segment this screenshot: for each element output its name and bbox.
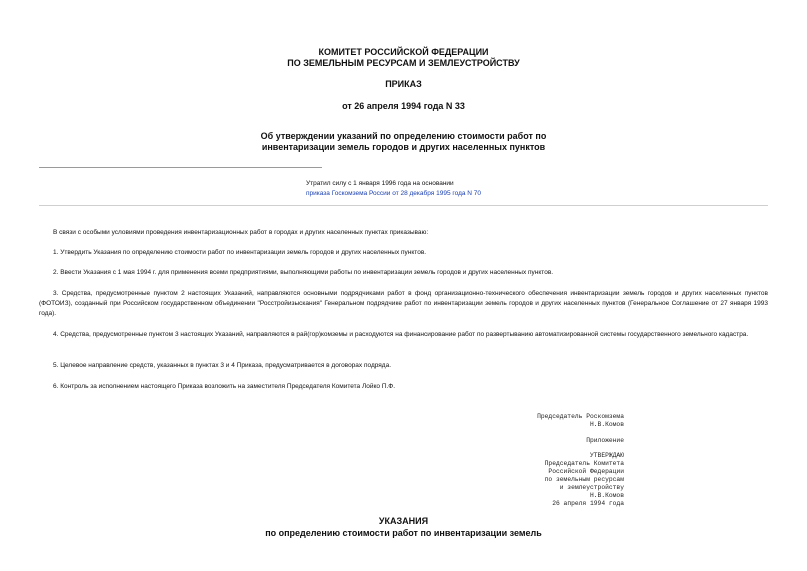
header-divider xyxy=(39,167,322,168)
status-note-link[interactable]: приказа Госкомзема России от 28 декабря 1995 года N 70 xyxy=(306,190,482,197)
approval-line-6: Н.В.Комов xyxy=(589,492,624,499)
approval-line-4: по земельным ресурсам xyxy=(544,476,624,483)
document-subject-line-2: инвентаризации земель городов и других населенных пунктов xyxy=(261,142,546,152)
note-divider xyxy=(39,205,768,206)
approval-line-7: 26 апреля 1994 года xyxy=(552,500,624,507)
paragraph-intro: В связи с особыми условиями проведения инвентаризационных работ в городах и других населенных пунктах приказываю: xyxy=(53,229,429,236)
paragraph-3: 3. Средства, предусмотренные пунктом 2 настоящих Указаний, направляются основными подрядчиками работ в фонд организационно-технического обеспечения инвентаризации земель городов и других населенных пунктов (ФОТОИЗ), созданный при Российском государственном объединении "Росстройизыскания" Генеральном подрядчике работ по инвентаризации земель городов и других населенных пунктов (Генеральное Соглашение от 27 января 1993 года). xyxy=(39,290,768,317)
instructions-title: УКАЗАНИЯ xyxy=(378,516,429,526)
document-subject-line-1: Об утверждении указаний по определению стоимости работ по xyxy=(260,131,547,141)
signature-name: Н.В.Комов xyxy=(589,421,624,428)
issuer-line-1: КОМИТЕТ РОССИЙСКОЙ ФЕДЕРАЦИИ xyxy=(318,47,489,57)
paragraph-4: 4. Средства, предусмотренные пунктом 3 настоящих Указаний, направляются в рай(гор)комземы и расходуются на финансирование работ по развертыванию автоматизированной системы государственного земельного кадастра. xyxy=(53,331,749,338)
approval-line-5: и землеустройству xyxy=(559,484,624,491)
instructions-subtitle: по определению стоимости работ по инвентаризации земель xyxy=(265,528,542,538)
approval-line-3: Российской Федерации xyxy=(548,468,624,475)
appendix-label: Приложение xyxy=(586,437,624,444)
paragraph-6: 6. Контроль за исполнением настоящего Приказа возложить на заместителя Председателя Комитета Лойко П.Ф. xyxy=(53,383,396,390)
paragraph-2: 2. Ввести Указания с 1 мая 1994 г. для применения всеми предприятиями, выполняющими работы по инвентаризации земель городов и других населенных пунктов. xyxy=(53,269,554,276)
approval-line-1: УТВЕРЖДАЮ xyxy=(589,452,624,459)
status-note-text: Утратил силу с 1 января 1996 года на основании xyxy=(306,180,454,187)
paragraph-5: 5. Целевое направление средств, указанных в пунктах 3 и 4 Приказа, предусматривается в договорах подряда. xyxy=(53,362,392,369)
issuer-line-2: ПО ЗЕМЕЛЬНЫМ РЕСУРСАМ И ЗЕМЛЕУСТРОЙСТВУ xyxy=(287,58,520,68)
paragraph-1: 1. Утвердить Указания по определению стоимости работ по инвентаризации земель городов и других населенных пунктов. xyxy=(53,249,427,256)
document-date-number: от 26 апреля 1994 года N 33 xyxy=(342,101,465,111)
document-type: ПРИКАЗ xyxy=(385,79,422,89)
signature-position: Председатель Роскомзема xyxy=(537,413,624,420)
approval-line-2: Председатель Комитета xyxy=(544,460,624,467)
